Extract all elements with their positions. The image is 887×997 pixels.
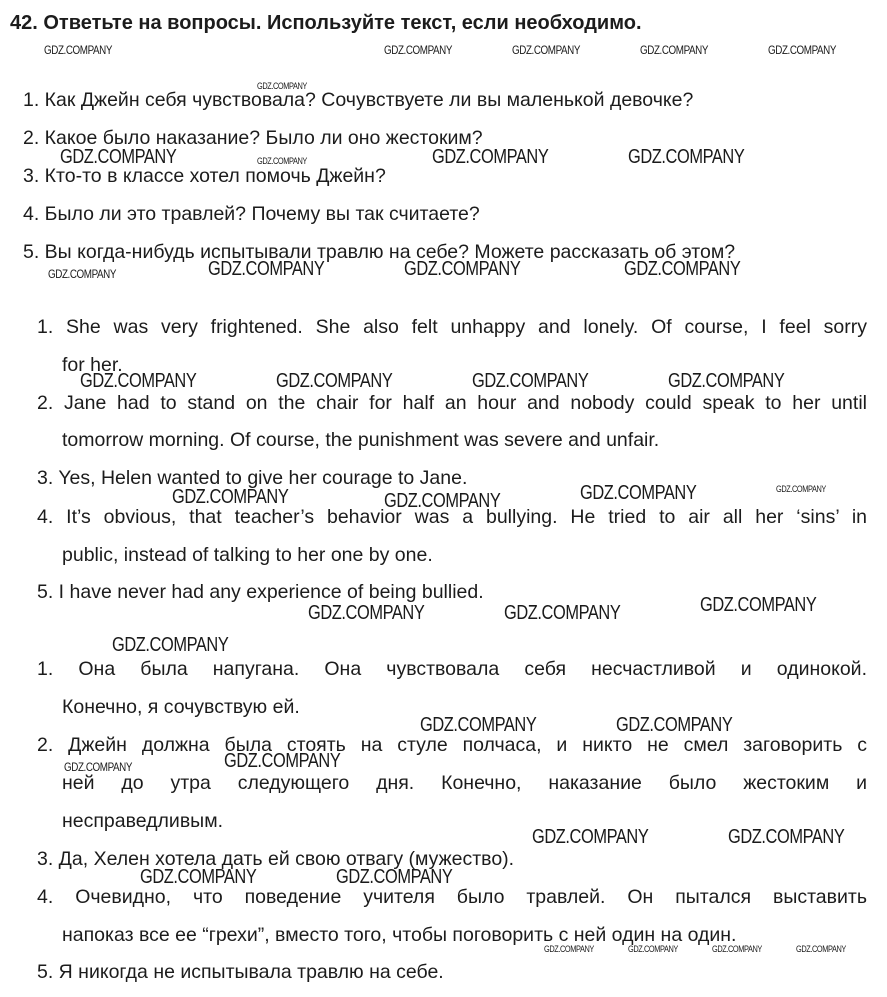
- watermark: GDZ.COMPANY: [544, 944, 594, 954]
- watermark: GDZ.COMPANY: [44, 43, 113, 57]
- answer-en-4-line-1: 4. It’s obvious, that teacher’s behavior was a bullying. He tried to air all her ‘sins’ in: [37, 506, 867, 528]
- watermark: GDZ.COMPANY: [64, 760, 133, 774]
- watermark: GDZ.COMPANY: [140, 866, 257, 888]
- watermark: GDZ.COMPANY: [532, 826, 649, 848]
- watermark: GDZ.COMPANY: [628, 146, 745, 168]
- answer-ru-2-line-1: 2. Джейн должна была стоять на стуле полчаса, и никто не смел заговорить с: [37, 734, 867, 756]
- watermark: GDZ.COMPANY: [308, 602, 425, 624]
- watermark: GDZ.COMPANY: [472, 370, 589, 392]
- answer-ru-2-line-3: несправедливым.: [62, 810, 224, 832]
- watermark: GDZ.COMPANY: [580, 482, 697, 504]
- watermark: GDZ.COMPANY: [384, 43, 453, 57]
- watermark: GDZ.COMPANY: [276, 370, 393, 392]
- watermark: GDZ.COMPANY: [616, 714, 733, 736]
- answer-ru-3: 3. Да, Хелен хотела дать ей свою отвагу (мужество).: [37, 848, 515, 870]
- watermark: GDZ.COMPANY: [208, 258, 325, 280]
- watermark: GDZ.COMPANY: [640, 43, 709, 57]
- answer-en-5: 5. I have never had any experience of being bullied.: [37, 581, 484, 603]
- watermark: GDZ.COMPANY: [60, 146, 177, 168]
- answer-en-3: 3. Yes, Helen wanted to give her courage to Jane.: [37, 467, 468, 489]
- watermark: GDZ.COMPANY: [257, 156, 307, 166]
- page-title: 42. Ответьте на вопросы. Используйте текст, если необходимо.: [10, 12, 642, 34]
- watermark: GDZ.COMPANY: [224, 750, 341, 772]
- watermark: GDZ.COMPANY: [776, 484, 826, 494]
- watermark: GDZ.COMPANY: [712, 944, 762, 954]
- answer-en-4-line-2: public, instead of talking to her one by one.: [62, 544, 433, 566]
- answer-en-2-line-1: 2. Jane had to stand on the chair for half an hour and nobody could speak to her until: [37, 392, 867, 414]
- watermark: GDZ.COMPANY: [432, 146, 549, 168]
- watermark: GDZ.COMPANY: [624, 258, 741, 280]
- question-2: 2. Какое было наказание? Было ли оно жестоким?: [23, 127, 483, 149]
- answer-en-1-line-1: 1. She was very frightened. She also felt unhappy and lonely. Of course, I feel sorry: [37, 316, 867, 338]
- question-4: 4. Было ли это травлей? Почему вы так считаете?: [23, 203, 480, 225]
- question-3: 3. Кто-то в классе хотел помочь Джейн?: [23, 165, 386, 187]
- answer-en-1-line-2: for her.: [62, 354, 123, 376]
- watermark: GDZ.COMPANY: [512, 43, 581, 57]
- watermark: GDZ.COMPANY: [768, 43, 837, 57]
- watermark: GDZ.COMPANY: [257, 81, 307, 91]
- watermark: GDZ.COMPANY: [80, 370, 197, 392]
- answer-ru-2-line-2: ней до утра следующего дня. Конечно, наказание было жестоким и: [62, 772, 867, 794]
- watermark: GDZ.COMPANY: [796, 944, 846, 954]
- answer-ru-4-line-2: напоказ все ее “грехи”, вместо того, чтобы поговорить с ней один на один.: [62, 924, 737, 946]
- answer-ru-5: 5. Я никогда не испытывала травлю на себе.: [37, 961, 444, 983]
- watermark: GDZ.COMPANY: [404, 258, 521, 280]
- watermark: GDZ.COMPANY: [504, 602, 621, 624]
- answer-en-2-line-2: tomorrow morning. Of course, the punishment was severe and unfair.: [62, 429, 660, 451]
- watermark: GDZ.COMPANY: [172, 486, 289, 508]
- watermark: GDZ.COMPANY: [384, 490, 501, 512]
- watermark: GDZ.COMPANY: [668, 370, 785, 392]
- watermark: GDZ.COMPANY: [48, 267, 117, 281]
- answer-ru-1-line-1: 1. Она была напугана. Она чувствовала себя несчастливой и одинокой.: [37, 658, 867, 680]
- answer-ru-4-line-1: 4. Очевидно, что поведение учителя было травлей. Он пытался выставить: [37, 886, 867, 908]
- watermark: GDZ.COMPANY: [728, 826, 845, 848]
- watermark: GDZ.COMPANY: [700, 594, 817, 616]
- question-5: 5. Вы когда-нибудь испытывали травлю на себе? Можете рассказать об этом?: [23, 241, 736, 263]
- watermark: GDZ.COMPANY: [628, 944, 678, 954]
- watermark: GDZ.COMPANY: [112, 634, 229, 656]
- watermark: GDZ.COMPANY: [420, 714, 537, 736]
- answer-ru-1-line-2: Конечно, я сочувствую ей.: [62, 696, 300, 718]
- watermark: GDZ.COMPANY: [336, 866, 453, 888]
- question-1: 1. Как Джейн себя чувствовала? Сочувствуете ли вы маленькой девочке?: [23, 89, 694, 111]
